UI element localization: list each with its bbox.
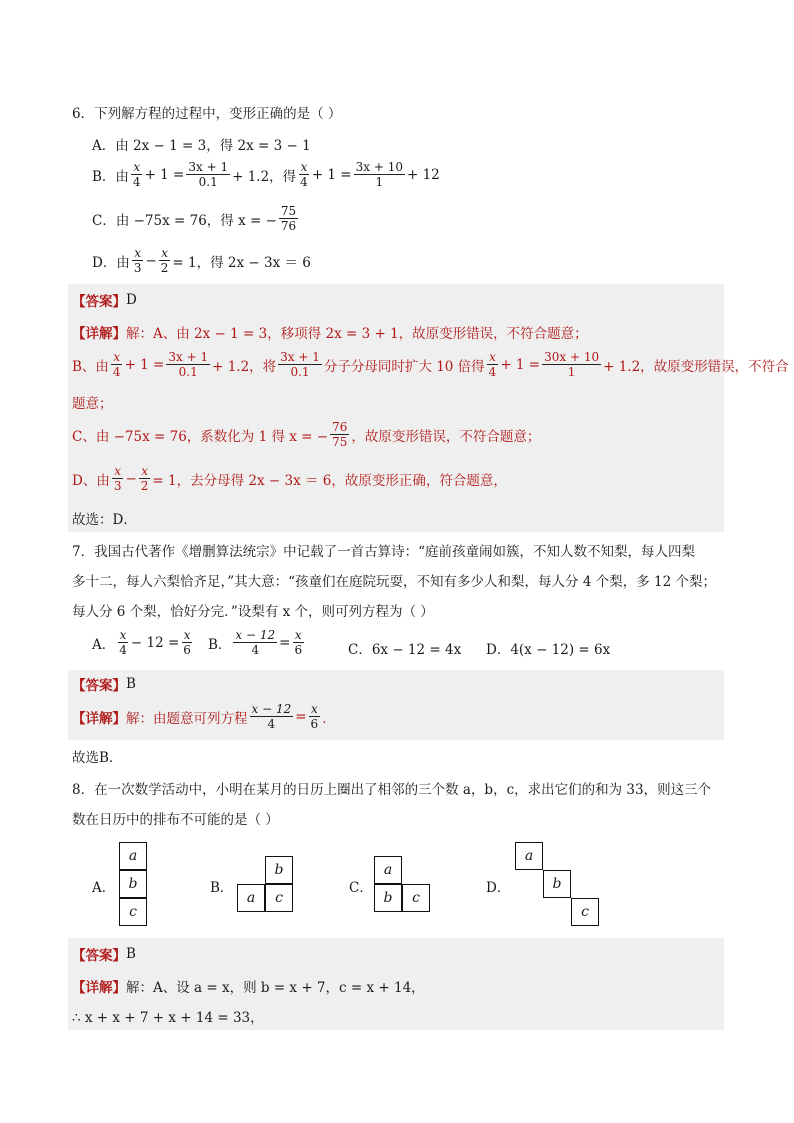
q7-choose: 故选B． — [72, 750, 123, 766]
q6-b-pre: B．由 — [92, 168, 129, 185]
fraction: $\frac{x}{4}$ — [119, 628, 127, 657]
q6-b-text: + 1 = — [311, 166, 352, 183]
q7-option-c: C．6x − 12 = 4x — [348, 642, 462, 658]
cell-c: c — [265, 884, 293, 912]
cell-b: b — [374, 884, 402, 912]
detail-text: C、由 −75x = 76，系数化为 1 得 x = − — [72, 428, 329, 445]
detail-text: 解：A、由 2x − 1 = 3，移项得 2x = 3 + 1，故原变形错误，不符合题意； — [126, 326, 588, 342]
q6-detail-2-tail: 题意； — [72, 396, 113, 412]
detail-text: + 1.2，将 — [212, 358, 277, 375]
q6-detail-2 — [72, 350, 789, 379]
q6-answer — [72, 290, 137, 310]
q6-detail-3 — [72, 420, 540, 449]
q6-option-d — [92, 246, 311, 275]
cell-c: c — [119, 898, 147, 926]
q7-detail — [72, 702, 336, 731]
q7-option-b — [208, 628, 306, 657]
fraction: $\frac{x}{3}$ — [113, 464, 122, 493]
q8-option-d-label: D． — [486, 880, 511, 896]
fraction: $\frac{x}{4}$ — [488, 350, 497, 379]
answer-value: B — [126, 946, 136, 962]
detail-tag: 【详解】 — [72, 326, 126, 342]
q6-d-text: − — [145, 252, 157, 269]
q7-answer — [72, 674, 136, 694]
cell-c: c — [402, 884, 430, 912]
fraction: $\frac{3x + 10}{1}$ — [355, 160, 403, 189]
q6-b-text: + 1 = — [144, 166, 185, 183]
q6-b-text: + 12 — [406, 166, 440, 183]
q6-c-text: C．由 −75x = 76，得 x = − — [92, 212, 277, 229]
answer-value: D — [126, 292, 137, 308]
q8-option-b-label: B． — [210, 880, 234, 896]
detail-text: ，故原变形错误，不符合题意； — [351, 428, 541, 445]
fraction: $\frac{x}{6}$ — [310, 702, 319, 731]
fraction: $\frac{76}{75}$ — [332, 420, 348, 449]
detail-text: = 1，去分母得 2x − 3x ＝ 6，故原变形正确，符合题意， — [152, 472, 507, 489]
fraction: $\frac{x}{2}$ — [160, 246, 169, 275]
q6-d-text: = 1，得 2x − 3x ＝ 6 — [172, 254, 311, 271]
q6-d-text: D．由 — [92, 254, 130, 271]
answer-tag: 【答案】 — [72, 948, 126, 964]
fraction: $\frac{x}{4}$ — [132, 160, 141, 189]
option-text: = — [279, 634, 291, 651]
detail-text: + 1 = — [500, 356, 541, 373]
answer-tag: 【答案】 — [72, 294, 126, 310]
option-label: A． — [92, 636, 116, 653]
fraction: $\frac{x}{4}$ — [300, 160, 308, 189]
option-text: − 12 = — [130, 634, 180, 651]
fraction: $\frac{x - 12}{4}$ — [251, 702, 292, 731]
q6-option-c — [92, 204, 300, 233]
detail-tag: 【详解】 — [72, 710, 126, 727]
q6-b-text: + 1.2，得 — [232, 168, 297, 185]
fraction: $\frac{3x + 1}{0.1}$ — [280, 350, 320, 379]
answer-tag: 【答案】 — [72, 678, 126, 694]
q8-option-a-label: A． — [92, 880, 116, 896]
fraction: $\frac{3x + 1}{0.1}$ — [188, 160, 229, 189]
detail-text: 解：由题意可列方程 — [126, 710, 248, 727]
detail-text: B、由 — [72, 358, 109, 375]
fraction: $\frac{x - 12}{4}$ — [235, 628, 276, 657]
q7-option-a — [92, 628, 195, 657]
q6-option-b — [92, 160, 440, 189]
q8-answer — [72, 944, 136, 964]
detail-text: = — [295, 708, 307, 725]
fraction: $\frac{x}{2}$ — [140, 464, 149, 493]
detail-text: D、由 — [72, 472, 110, 489]
fraction: $\frac{75}{76}$ — [280, 204, 297, 233]
fraction: $\frac{x}{6}$ — [183, 628, 191, 657]
fraction: $\frac{x}{6}$ — [294, 628, 303, 657]
q8-stem-1: 8．在一次数学活动中，小明在某月的日历上圈出了相邻的三个数 a，b，c，求出它们的和为 33，则这三个 — [72, 782, 712, 798]
cell-b: b — [119, 870, 147, 898]
fraction: $\frac{x}{3}$ — [133, 246, 142, 275]
detail-text: 分子分母同时扩大 10 倍得 — [323, 358, 485, 375]
cell-b: b — [265, 856, 293, 884]
detail-text: + 1.2，故原变形错误，不符合 — [603, 358, 789, 375]
q6-choose: 故选：D． — [72, 512, 137, 528]
q7-stem-3: 每人分 6 个梨，恰好分完．”设梨有 x 个，则可列方程为（ ） — [72, 604, 434, 620]
cell-b: b — [543, 870, 571, 898]
q7-option-d: D．4(x − 12) = 6x — [486, 642, 611, 658]
detail-tag: 【详解】 — [72, 980, 126, 996]
q8-option-c-label: C． — [349, 880, 373, 896]
q6-detail-4 — [72, 464, 507, 493]
q8-stem-2: 数在日历中的排布不可能的是（ ） — [72, 812, 279, 828]
cell-a: a — [515, 842, 543, 870]
q8-detail-2: ∴ x + x + 7 + x + 14 = 33， — [72, 1010, 264, 1026]
detail-text: ． — [322, 710, 336, 727]
q6-option-a: A．由 2x − 1 = 3，得 2x = 3 − 1 — [92, 138, 311, 154]
cell-a: a — [237, 884, 265, 912]
q6-stem: 6．下列解方程的过程中，变形正确的是（ ） — [72, 106, 342, 122]
cell-c: c — [571, 898, 599, 926]
cell-a: a — [119, 842, 147, 870]
detail-text: + 1 = — [124, 356, 165, 373]
detail-text: 解：A、设 a = x，则 b = x + 7，c = x + 14， — [126, 980, 425, 996]
answer-value: B — [126, 676, 136, 692]
detail-text: − — [125, 470, 137, 487]
fraction: $\frac{3x + 1}{0.1}$ — [168, 350, 209, 379]
option-label: B． — [208, 636, 232, 653]
fraction: $\frac{30x + 10}{1}$ — [544, 350, 600, 379]
q7-stem-1: 7．我国古代著作《增删算法统宗》中记载了一首古算诗：“庭前孩童闹如簇，不知人数不知梨，每人四梨 — [72, 544, 695, 560]
q6-detail-1 — [72, 322, 588, 342]
q8-detail-1 — [72, 976, 425, 996]
q7-stem-2: 多十二，每人六梨恰齐足，”其大意：“孩童们在庭院玩耍，不知有多少人和梨，每人分 4 个梨，多 12 个梨； — [72, 574, 716, 590]
fraction: $\frac{x}{4}$ — [112, 350, 121, 379]
cell-a: a — [374, 856, 402, 884]
